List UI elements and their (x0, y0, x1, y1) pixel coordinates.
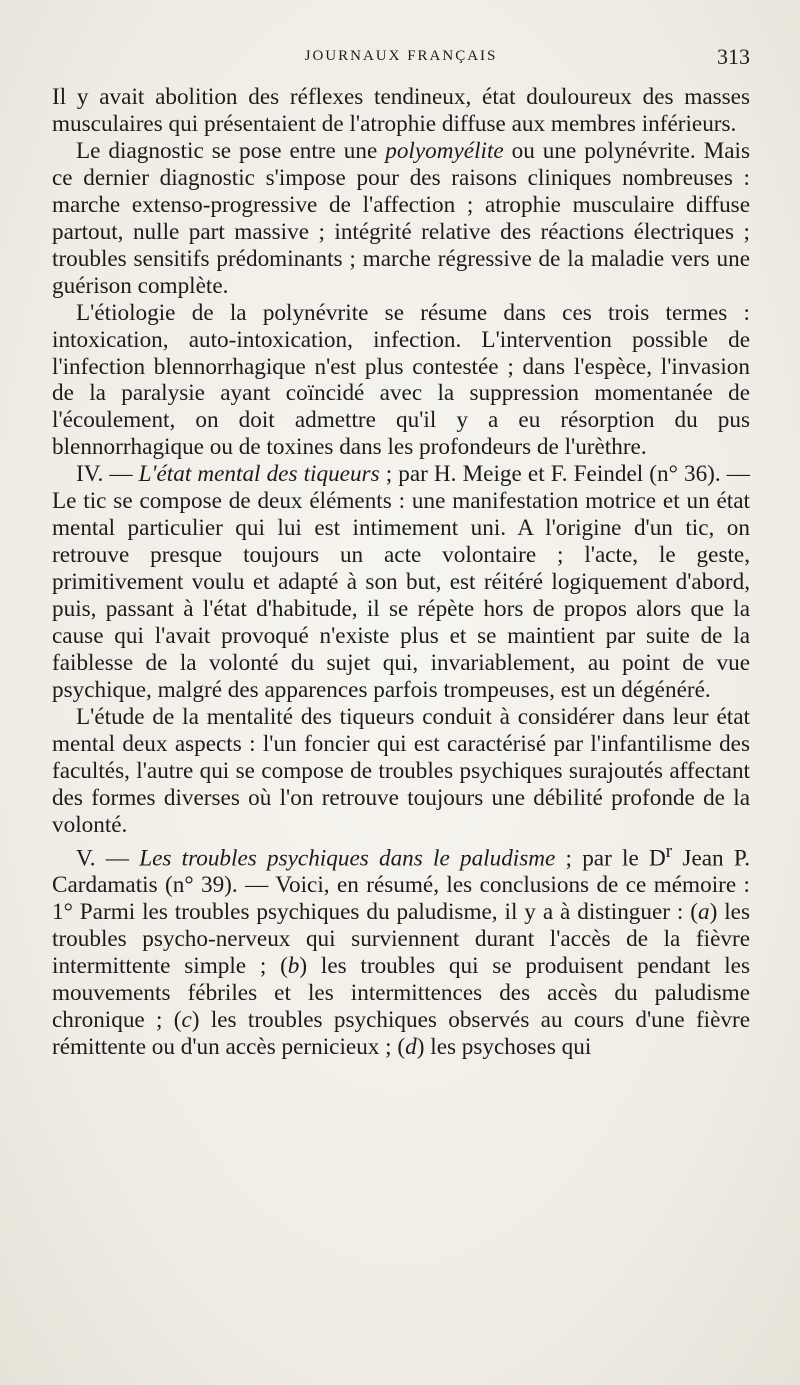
paragraph-2-italic: polyomyélite (385, 137, 504, 164)
section-v-letter-b: b (287, 953, 300, 980)
section-v-letter-d: d (405, 1034, 417, 1061)
page-number: 313 (717, 44, 750, 69)
section-v-letter-a: a (698, 899, 710, 926)
section-iv-number: IV. — (76, 461, 139, 488)
section-iv-text: ; par H. Meige et F. Feindel (n° 36). — Le tic se compose de deux éléments : une manifestation motrice et un état mental particulier qui lui est intimement uni. A l'origine d'un tic, on retrouve presque toujours un acte volontaire ; l'acte, le geste, primitivement voulu et adapté à son but, est réitéré logiquement d'abord, puis, passant à l'état d'habitude, il se répète hors de propos alors que la cause qui l'avait provoqué n'existe plus et se maintient par suite de la faiblesse de la volonté du sujet qui, invariablement, au point de vue psychique, malgré des apparences parfois trompeuses, est un dégénéré. (52, 461, 750, 703)
paragraph-2-text-b: ou une polynévrite. Mais ce dernier diagnostic s'impose pour des raisons cliniques nombreuses : marche extenso-progressive de l'affection ; atrophie musculaire diffuse partout, nulle part massive ; intégrité relative des réactions électriques ; troubles sensitifs prédominants ; marche régressive de la maladie vers une guérison complète. (52, 137, 750, 299)
section-v-title: Les troubles psychiques dans le paludisme (139, 845, 556, 872)
section-v-text-f: ) les psychoses qui (416, 1034, 592, 1061)
running-head (52, 44, 750, 74)
section-iv-title: L'état mental des tiqueurs (138, 461, 380, 488)
paragraph-2-text-a: Le diagnostic se pose entre une (76, 137, 386, 164)
section-iv (52, 461, 750, 704)
section-v-text-e: ) les troubles psychiques observés au cours d'une fièvre rémittente ou d'un accès pernicieux ; ( (52, 1007, 751, 1061)
section-v-text-c: ) les troubles psycho-nerveux qui surviennent durant l'accès de la fièvre intermittente simple ; ( (52, 899, 750, 980)
section-v-letter-c: c (181, 1007, 192, 1034)
section-v (52, 839, 750, 1061)
paragraph-3: L'étiologie de la polynévrite se résume dans ces trois termes : intoxication, auto-intoxication, infection. L'intervention possible de l'infection blennorrhagique n'est plus contestée ; dans l'espèce, l'invasion de la paralysie ayant coïncidé avec la suppression momentanée de l'écoulement, on doit admettre qu'il y a eu résorption du pus blennorrhagique ou de toxines dans les profondeurs de l'urèthre. (52, 299, 750, 461)
section-v-text-a: ; par le D (555, 845, 666, 872)
running-title: JOURNAUX FRANÇAIS (304, 48, 498, 64)
paragraph-5: L'étude de la mentalité des tiqueurs conduit à considérer dans leur état mental deux aspects : l'un foncier qui est caractérisé par l'infantilisme des facultés, l'autre qui se compose de troubles psychiques surajoutés affectant des formes diverses où l'on retrouve toujours une débilité profonde de la volonté. (52, 703, 750, 838)
section-v-superscript: r (665, 840, 673, 862)
paragraph-2 (52, 138, 750, 300)
section-v-number: V. — (76, 845, 140, 872)
paragraph-1: Il y avait abolition des réflexes tendineux, état douloureux des masses musculaires qui présentaient de l'atrophie diffuse aux membres inférieurs. (52, 84, 750, 137)
section-v-text-d: ) les troubles qui se produisent pendant les mouvements fébriles et les intermittences des accès du paludisme chronique ; ( (52, 953, 750, 1034)
section-v-text-b: Jean P. Cardamatis (n° 39). — Voici, en résumé, les conclusions de ce mémoire : 1° Parmi les troubles psychiques du paludisme, il y a à distinguer : ( (52, 845, 750, 926)
body-text (52, 84, 750, 1061)
